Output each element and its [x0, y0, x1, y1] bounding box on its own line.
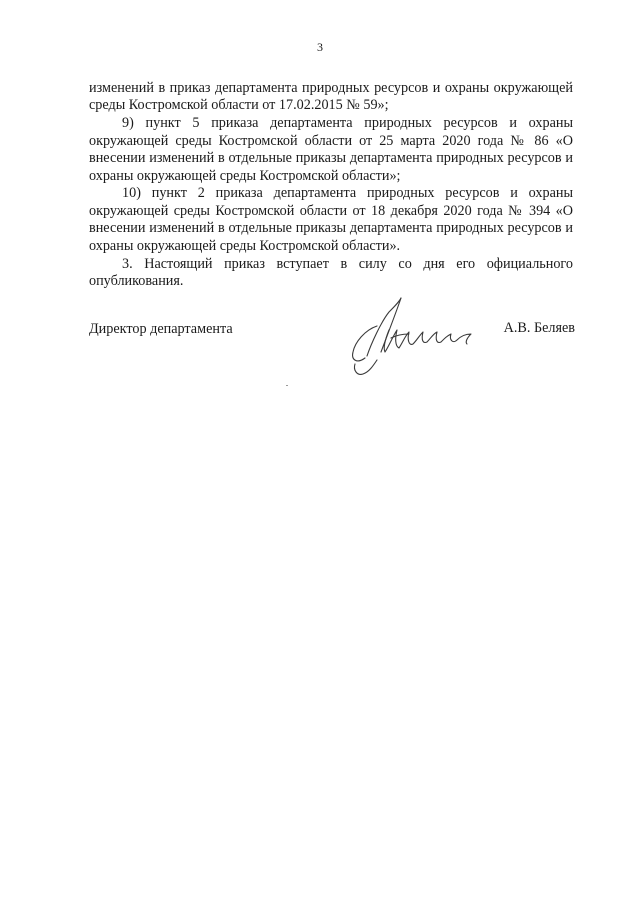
page-number: 3 — [317, 40, 323, 54]
paragraph-item-10: 10) пункт 2 приказа департамента природных ресурсов и охраны окружающей среды Костромской области от 18 декабря 2020 года № 394 «О внесении изменений в отдельные приказы департамента природных ресурсов и охраны окружающей среды Костромской области». — [89, 185, 573, 254]
paragraph-clause-3: 3. Настоящий приказ вступает в силу со дня его официального опубликования. — [89, 255, 573, 289]
scan-speck — [286, 385, 288, 386]
handwritten-signature — [337, 290, 487, 380]
paragraph-item-9: 9) пункт 5 приказа департамента природных ресурсов и охраны окружающей среды Костромской области от 25 марта 2020 года № 86 «О внесении изменений в отдельные приказы департамента природных ресурсов и охраны окружающей среды Костромской области»; — [89, 115, 573, 184]
signatory-name: А.В. Беляев — [503, 320, 575, 336]
signature-block — [89, 290, 575, 380]
paragraph-item-8-continuation: изменений в приказ департамента природных ресурсов и охраны окружающей среды Костромской области от 17.02.2015 № 59»; — [89, 80, 573, 114]
signatory-title: Директор департамента — [89, 321, 233, 337]
document-body — [89, 80, 573, 291]
